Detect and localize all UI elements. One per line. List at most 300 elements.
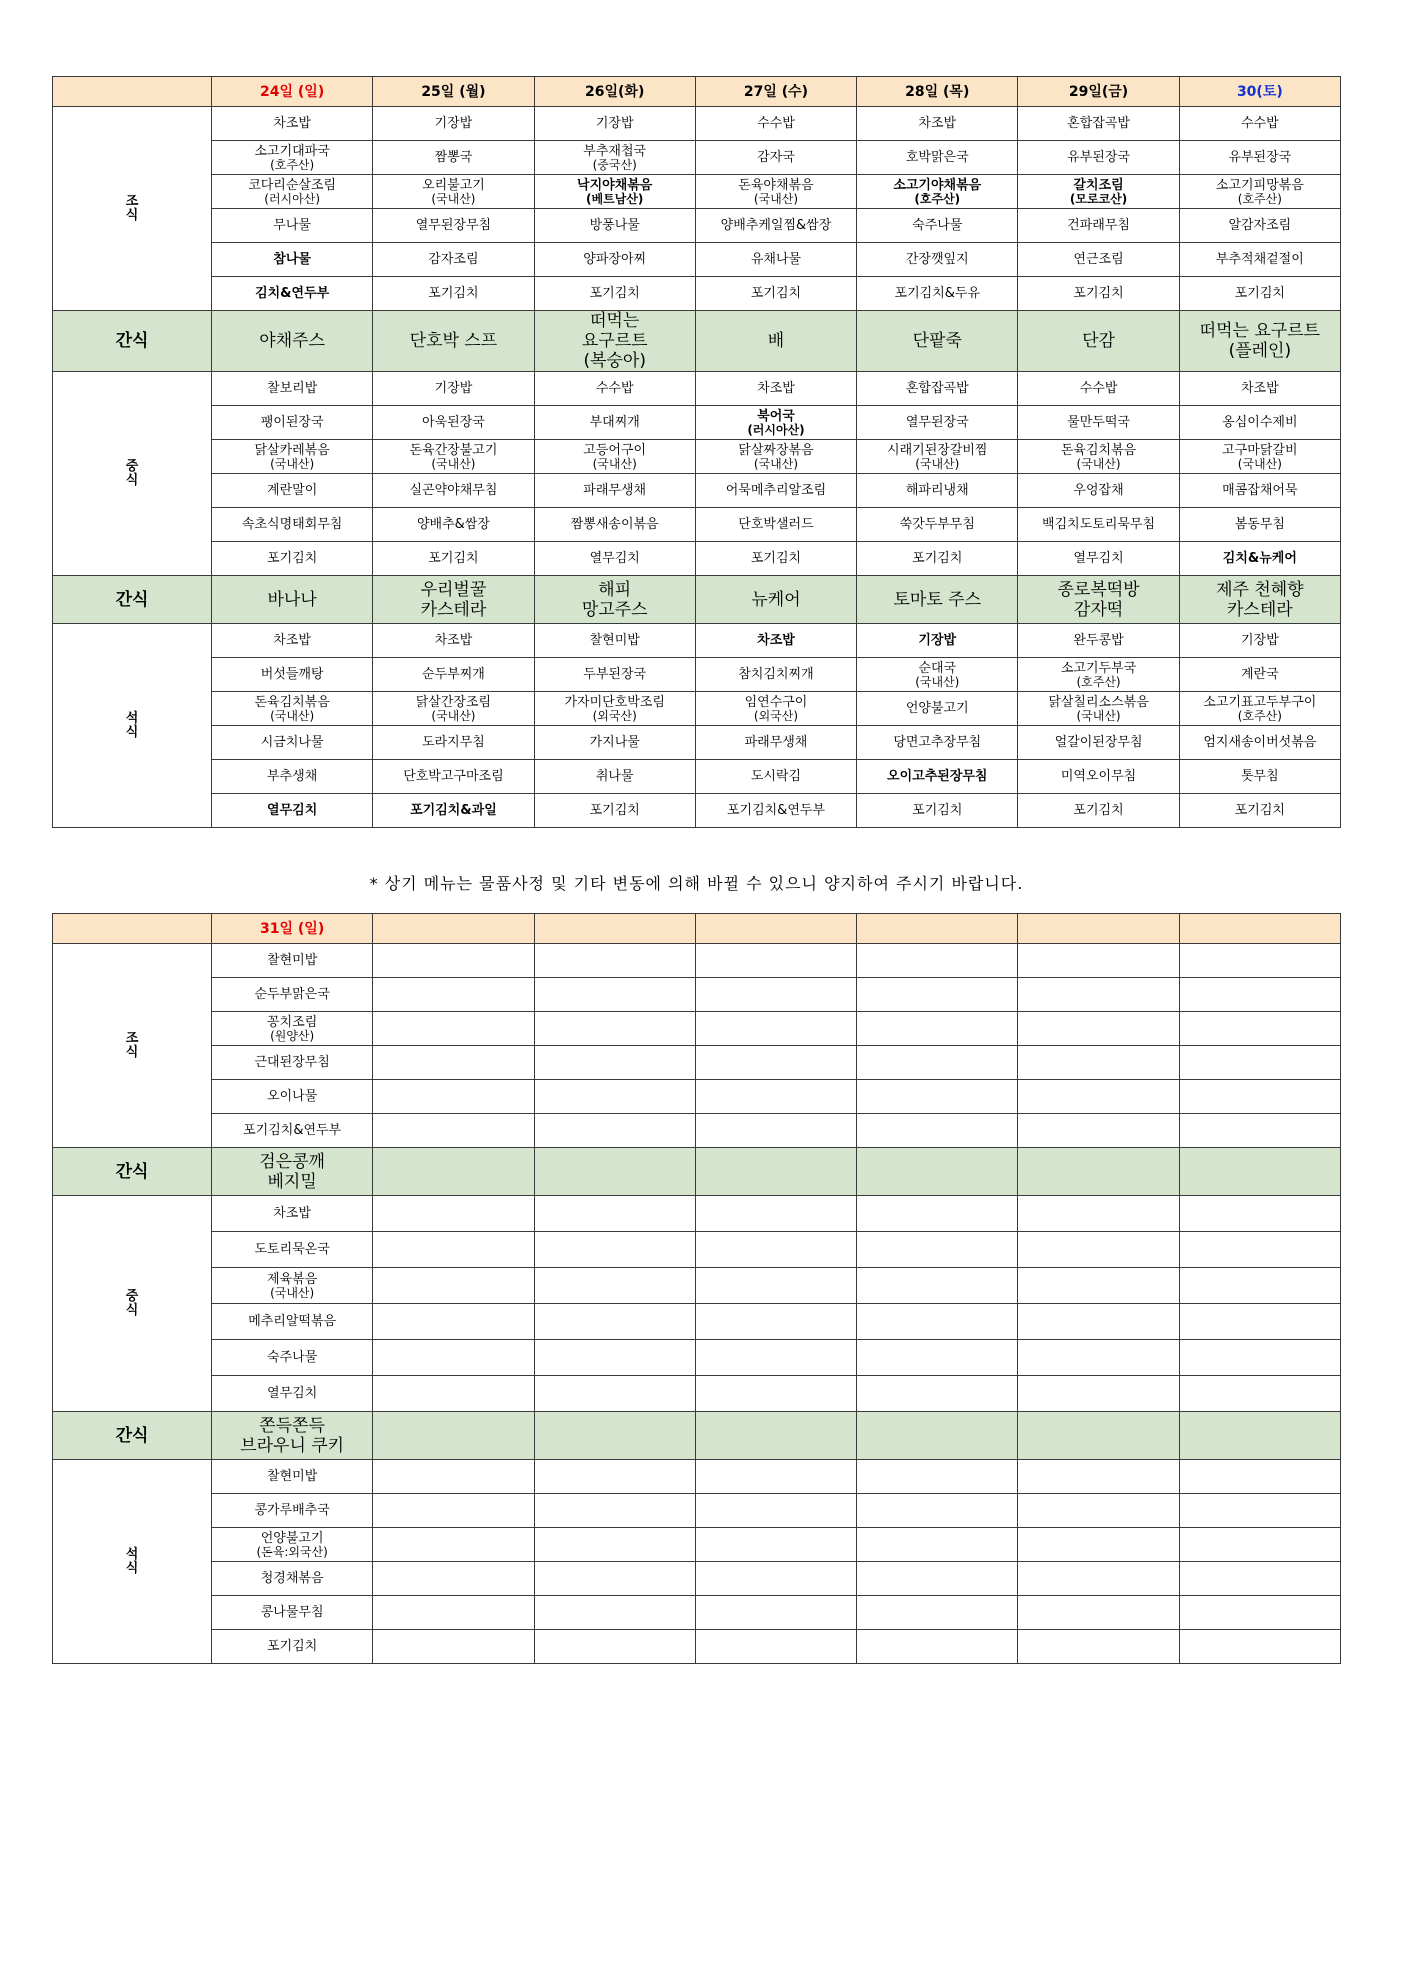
empty-cell [373, 1376, 534, 1412]
day-header [1018, 914, 1179, 944]
menu-item-text: 숙주나물 [267, 1349, 318, 1365]
menu-cell [1018, 372, 1179, 406]
menu-item-origin: (호주산) [1076, 674, 1121, 689]
snack-text: 쫀득쫀득 [259, 1415, 325, 1436]
lunch-row [53, 1268, 1341, 1304]
snack-label: 간식 [53, 576, 212, 624]
menu-item-origin: (국내산) [1237, 456, 1282, 471]
empty-cell [1179, 1196, 1340, 1232]
menu-item-text: 아욱된장국 [422, 414, 485, 430]
menu-item-text: 시래기된장갈비찜 [887, 442, 988, 458]
menu-cell [534, 794, 695, 828]
menu-change-notice: * 상기 메뉴는 물품사정 및 기타 변동에 의해 바뀔 수 있으니 양지하여 주시기 바랍니다. [369, 874, 1024, 893]
day-header-row [53, 914, 1341, 944]
menu-item-text: 백김치도토리묵무침 [1042, 516, 1156, 532]
empty-cell [534, 1460, 695, 1494]
empty-cell [857, 1304, 1018, 1340]
dinner-label-char: 석 [125, 710, 139, 726]
lunch-row [53, 1232, 1341, 1268]
menu-cell [695, 760, 856, 794]
menu-item-text: 간장깻잎지 [905, 251, 969, 267]
empty-cell [373, 1596, 534, 1630]
menu-cell [857, 243, 1018, 277]
empty-cell [857, 1562, 1018, 1596]
breakfast-row [53, 978, 1341, 1012]
menu-item-text: 포기김치 [589, 802, 640, 818]
menu-item-text: 포기김치 [589, 285, 640, 301]
empty-cell [695, 1494, 856, 1528]
menu-item-text: 포기김치 [428, 285, 479, 301]
menu-item-text: 근대된장무침 [254, 1054, 330, 1070]
menu-item-text: 계란말이 [267, 482, 318, 498]
menu-item-text: 소고기표고두부구이 [1203, 694, 1317, 710]
menu-item-text: 포기김치 [912, 550, 963, 566]
menu-cell [534, 542, 695, 576]
menu-item-text: 고구마닭갈비 [1222, 442, 1298, 458]
snack-cell [1018, 311, 1179, 372]
empty-cell [1179, 1562, 1340, 1596]
weekly-menu-table-2 [52, 913, 1341, 1664]
menu-cell [373, 542, 534, 576]
menu-cell [1179, 406, 1340, 440]
lunch-row [53, 1196, 1341, 1232]
day-header: 30(토) [1179, 77, 1340, 107]
breakfast-label [53, 944, 212, 1148]
empty-cell [695, 1012, 856, 1046]
menu-item-text: 도라지무침 [422, 734, 485, 750]
snack-text: 바나나 [267, 589, 317, 610]
menu-cell [1179, 107, 1340, 141]
menu-cell [534, 107, 695, 141]
menu-cell [857, 107, 1018, 141]
menu-cell [695, 209, 856, 243]
menu-cell [1018, 406, 1179, 440]
empty-cell [373, 1046, 534, 1080]
menu-cell [1179, 692, 1340, 726]
empty-cell [1018, 1596, 1179, 1630]
menu-item-text: 짬뽕새송이볶음 [570, 516, 659, 532]
day-header: 31일 (일) [212, 914, 373, 944]
menu-item-text: 쑥갓두부무침 [899, 516, 975, 532]
menu-item-origin: (국내산) [1076, 456, 1121, 471]
snack-text: 감자떡 [1073, 599, 1124, 620]
menu-cell [534, 209, 695, 243]
menu-item-text: 찰현미밥 [589, 632, 640, 648]
menu-item-text: 도토리묵온국 [254, 1241, 330, 1257]
empty-cell [373, 1232, 534, 1268]
menu-cell [534, 141, 695, 175]
menu-item-origin: (국내산) [270, 456, 315, 471]
snack-label: 간식 [53, 1412, 212, 1460]
breakfast-label [53, 107, 212, 311]
menu-cell [1179, 243, 1340, 277]
empty-cell [1018, 978, 1179, 1012]
menu-cell [534, 658, 695, 692]
menu-item-text: 오리불고기 [422, 177, 485, 193]
breakfast-row [53, 243, 1341, 277]
empty-cell [534, 1012, 695, 1046]
empty-cell [534, 1562, 695, 1596]
lunch-row [53, 406, 1341, 440]
menu-item-text: 단호박고구마조림 [403, 768, 504, 784]
menu-item-text: 열무김치 [1073, 550, 1124, 566]
menu-item-origin: (국내산) [431, 191, 476, 206]
menu-cell [695, 508, 856, 542]
snack-text: 브라우니 쿠키 [240, 1435, 345, 1456]
menu-item-text: 차조밥 [434, 632, 473, 648]
menu-item-text: 실곤약야채무침 [409, 482, 498, 498]
day-header [373, 914, 534, 944]
menu-item-text: 숙주나물 [912, 217, 963, 233]
snack-label: 간식 [53, 1148, 212, 1196]
empty-cell [1179, 1148, 1340, 1196]
dinner-row [53, 726, 1341, 760]
empty-cell [857, 1012, 1018, 1046]
menu-cell [857, 624, 1018, 658]
day-header: 26일(화) [534, 77, 695, 107]
empty-cell [1179, 1412, 1340, 1460]
menu-cell [212, 658, 373, 692]
menu-item-origin: (국내산) [1076, 708, 1121, 723]
menu-item-text: 차조밥 [757, 632, 795, 648]
menu-cell [212, 372, 373, 406]
menu-item-text: 취나물 [595, 768, 634, 784]
menu-item-text: 해파리냉채 [905, 482, 969, 498]
menu-cell [212, 107, 373, 141]
menu-cell [1179, 624, 1340, 658]
menu-item-text: 순두부맑은국 [254, 986, 330, 1002]
corner-cell [53, 914, 212, 944]
menu-item-text: 호박맑은국 [905, 149, 969, 165]
menu-item-text: 포기김치 [1073, 285, 1124, 301]
menu-item-origin: (러시아산) [264, 191, 320, 206]
empty-cell [1179, 1596, 1340, 1630]
menu-cell [857, 277, 1018, 311]
empty-cell [695, 1046, 856, 1080]
menu-item-text: 열무김치 [267, 802, 318, 818]
menu-item-text: 방풍나물 [589, 217, 640, 233]
menu-item-text: 양배추케일찜&쌈장 [720, 217, 832, 233]
menu-item-text: 열무김치 [589, 550, 640, 566]
menu-item-text: 단호박샐러드 [738, 516, 814, 532]
empty-cell [1179, 1460, 1340, 1494]
snack-text: 배 [767, 331, 785, 351]
menu-cell [212, 508, 373, 542]
menu-cell [212, 1080, 373, 1114]
menu-item-origin: (중국산) [592, 157, 637, 172]
menu-item-text: 가지나물 [589, 734, 640, 750]
empty-cell [1179, 944, 1340, 978]
empty-cell [534, 1340, 695, 1376]
empty-cell [695, 978, 856, 1012]
menu-item-text: 시금치나물 [260, 734, 324, 750]
day-header [857, 914, 1018, 944]
menu-cell [212, 1304, 373, 1340]
menu-cell [373, 692, 534, 726]
empty-cell [373, 1630, 534, 1664]
menu-cell [1179, 277, 1340, 311]
breakfast-row [53, 1046, 1341, 1080]
menu-cell [695, 794, 856, 828]
breakfast-label-char: 조 [125, 193, 139, 209]
snack-text: 요구르트 [581, 331, 648, 351]
menu-cell [373, 141, 534, 175]
empty-cell [1179, 1340, 1340, 1376]
menu-cell [1018, 624, 1179, 658]
menu-cell [212, 1460, 373, 1494]
menu-item-origin: (국내산) [592, 456, 637, 471]
menu-cell [1018, 474, 1179, 508]
empty-cell [695, 1528, 856, 1562]
menu-cell [212, 624, 373, 658]
menu-item-text: 닭살짜장볶음 [738, 442, 814, 458]
empty-cell [1179, 1012, 1340, 1046]
empty-cell [1179, 1114, 1340, 1148]
snack-text: 단호박 스프 [409, 331, 498, 351]
menu-cell [212, 944, 373, 978]
menu-item-text: 우엉잡채 [1073, 482, 1124, 498]
empty-cell [695, 944, 856, 978]
menu-item-text: 포기김치 [912, 802, 963, 818]
empty-cell [857, 1596, 1018, 1630]
dinner-label-char: 석 [125, 1546, 139, 1562]
empty-cell [1018, 1114, 1179, 1148]
empty-cell [1018, 1562, 1179, 1596]
empty-cell [373, 1494, 534, 1528]
empty-cell [534, 1196, 695, 1232]
empty-cell [373, 1412, 534, 1460]
menu-item-text: 차조밥 [273, 115, 311, 131]
menu-cell [857, 440, 1018, 474]
menu-cell [373, 243, 534, 277]
menu-cell [695, 372, 856, 406]
menu-cell [857, 209, 1018, 243]
empty-cell [1018, 1148, 1179, 1196]
menu-item-text: 포기김치 [267, 1638, 318, 1654]
dinner-label [53, 624, 212, 828]
empty-cell [857, 1196, 1018, 1232]
day-header [695, 914, 856, 944]
menu-item-text: 차조밥 [273, 632, 311, 648]
menu-item-text: 무나물 [273, 217, 311, 233]
snack-cell [1018, 576, 1179, 624]
menu-item-text: 수수밥 [595, 380, 634, 396]
menu-item-origin: (국내산) [753, 456, 799, 471]
menu-cell [373, 474, 534, 508]
menu-cell [534, 440, 695, 474]
menu-item-text: 부추적채겉절이 [1215, 251, 1304, 267]
menu-cell [857, 474, 1018, 508]
empty-cell [534, 1528, 695, 1562]
snack-row [53, 311, 1341, 372]
menu-item-text: 메추리알떡볶음 [248, 1313, 337, 1329]
menu-item-text: 고등어구이 [583, 442, 647, 458]
menu-item-text: 돈육간장불고기 [409, 442, 498, 458]
empty-cell [1179, 1232, 1340, 1268]
menu-cell [695, 474, 856, 508]
dinner-label-char: 식 [125, 724, 139, 740]
lunch-label-char: 식 [125, 1302, 139, 1318]
menu-item-text: 기장밥 [1241, 632, 1279, 648]
menu-item-text: 열무된장국 [905, 414, 969, 430]
menu-item-text: 소고기야채볶음 [893, 177, 982, 193]
menu-cell [695, 692, 856, 726]
snack-cell [212, 1412, 373, 1460]
menu-item-text: 봄동무침 [1234, 516, 1285, 532]
snack-text: 단팥죽 [912, 331, 962, 351]
empty-cell [534, 1630, 695, 1664]
menu-cell [212, 726, 373, 760]
menu-item-text: 얼갈이된장무침 [1054, 734, 1143, 750]
snack-text: (복숭아) [583, 351, 646, 371]
empty-cell [695, 1460, 856, 1494]
menu-cell [1018, 760, 1179, 794]
menu-item-text: 옹심이수제비 [1222, 414, 1298, 430]
menu-cell [857, 542, 1018, 576]
day-header [1179, 914, 1340, 944]
empty-cell [373, 978, 534, 1012]
weekly-menu-table [52, 76, 1341, 828]
empty-cell [1018, 1232, 1179, 1268]
menu-item-text: 포기김치&연두부 [243, 1122, 342, 1138]
empty-cell [1018, 1412, 1179, 1460]
empty-cell [857, 1630, 1018, 1664]
empty-cell [373, 1012, 534, 1046]
menu-cell [695, 406, 856, 440]
menu-item-text: 매콤잡채어묵 [1222, 482, 1298, 498]
snack-row [53, 1148, 1341, 1196]
empty-cell [373, 1080, 534, 1114]
menu-item-text: 혼합잡곡밥 [1067, 115, 1130, 131]
empty-cell [695, 1562, 856, 1596]
snack-row [53, 1412, 1341, 1460]
menu-cell [212, 277, 373, 311]
menu-item-text: 차조밥 [918, 115, 957, 131]
menu-item-text: 포기김치 [428, 550, 479, 566]
empty-cell [1179, 1376, 1340, 1412]
empty-cell [534, 1376, 695, 1412]
menu-item-text: 소고기대파국 [254, 143, 330, 159]
menu-item-text: 유부된장국 [1228, 149, 1292, 165]
menu-cell [695, 175, 856, 209]
menu-item-origin: (국내산) [431, 456, 476, 471]
empty-cell [1018, 1460, 1179, 1494]
breakfast-row [53, 1012, 1341, 1046]
empty-cell [534, 1114, 695, 1148]
menu-cell [695, 243, 856, 277]
menu-cell [1018, 440, 1179, 474]
empty-cell [534, 1304, 695, 1340]
menu-cell [534, 760, 695, 794]
menu-cell [1018, 107, 1179, 141]
menu-cell [212, 1562, 373, 1596]
empty-cell [857, 1340, 1018, 1376]
menu-cell [1179, 175, 1340, 209]
menu-cell [212, 440, 373, 474]
menu-item-text: 참치김치찌개 [738, 666, 814, 682]
menu-cell [695, 440, 856, 474]
empty-cell [857, 1080, 1018, 1114]
snack-text: 우리벌꿀 [420, 579, 487, 600]
lunch-label [53, 372, 212, 576]
empty-cell [695, 1148, 856, 1196]
menu-item-text: 닭살간장조림 [415, 694, 492, 710]
menu-item-text: 콩가루배추국 [254, 1502, 330, 1518]
dinner-label-char: 식 [125, 1560, 139, 1576]
menu-cell [695, 658, 856, 692]
dinner-label [53, 1460, 212, 1664]
menu-cell [534, 508, 695, 542]
menu-cell [212, 1596, 373, 1630]
empty-cell [857, 1376, 1018, 1412]
menu-item-text: 차조밥 [757, 380, 795, 396]
menu-item-text: 열무김치 [267, 1385, 318, 1401]
empty-cell [1018, 1268, 1179, 1304]
empty-cell [1179, 1494, 1340, 1528]
menu-cell [1018, 277, 1179, 311]
menu-cell [1018, 658, 1179, 692]
menu-item-origin: (호주산) [1237, 191, 1282, 206]
menu-item-text: 짬뽕국 [434, 149, 473, 165]
menu-item-text: 열무된장무침 [415, 217, 492, 233]
menu-cell [534, 175, 695, 209]
menu-item-text: 가자미단호박조림 [564, 694, 665, 710]
menu-item-text: 미역오이무침 [1060, 768, 1137, 784]
lunch-label [53, 1196, 212, 1412]
empty-cell [1018, 1528, 1179, 1562]
menu-cell [857, 692, 1018, 726]
menu-cell [373, 406, 534, 440]
snack-text: 망고주스 [581, 599, 648, 620]
empty-cell [534, 1412, 695, 1460]
empty-cell [534, 1080, 695, 1114]
menu-item-text: 양배추&쌈장 [416, 516, 490, 532]
snack-cell [534, 311, 695, 372]
menu-item-text: 순두부찌개 [422, 666, 485, 682]
menu-item-text: 유부된장국 [1067, 149, 1130, 165]
empty-cell [534, 978, 695, 1012]
breakfast-row [53, 1114, 1341, 1148]
menu-cell [212, 1494, 373, 1528]
snack-cell [373, 311, 534, 372]
menu-cell [534, 372, 695, 406]
menu-item-origin: (호주산) [270, 157, 315, 172]
empty-cell [1179, 1268, 1340, 1304]
menu-cell [534, 624, 695, 658]
day-header-row [53, 77, 1341, 107]
menu-item-text: 물만두떡국 [1067, 414, 1130, 430]
snack-text: (플레인) [1228, 341, 1292, 361]
menu-item-text: 수수밥 [757, 115, 795, 131]
empty-cell [1018, 1080, 1179, 1114]
menu-item-text: 도시락김 [750, 768, 802, 784]
menu-cell [857, 794, 1018, 828]
menu-cell [534, 692, 695, 726]
menu-item-text: 포기김치 [1234, 285, 1285, 301]
menu-item-text: 콩나물무침 [260, 1604, 324, 1620]
empty-cell [1018, 1494, 1179, 1528]
snack-text: 제주 천혜향 [1216, 579, 1304, 600]
lunch-row [53, 474, 1341, 508]
snack-cell [857, 576, 1018, 624]
menu-item-text: 언양불고기 [905, 700, 969, 716]
menu-cell [695, 542, 856, 576]
menu-cell [1018, 141, 1179, 175]
menu-item-text: 갈치조림 [1073, 177, 1124, 193]
dinner-row [53, 1460, 1341, 1494]
menu-item-text: 유채나물 [750, 251, 802, 267]
menu-item-text: 소고기두부국 [1060, 660, 1137, 676]
